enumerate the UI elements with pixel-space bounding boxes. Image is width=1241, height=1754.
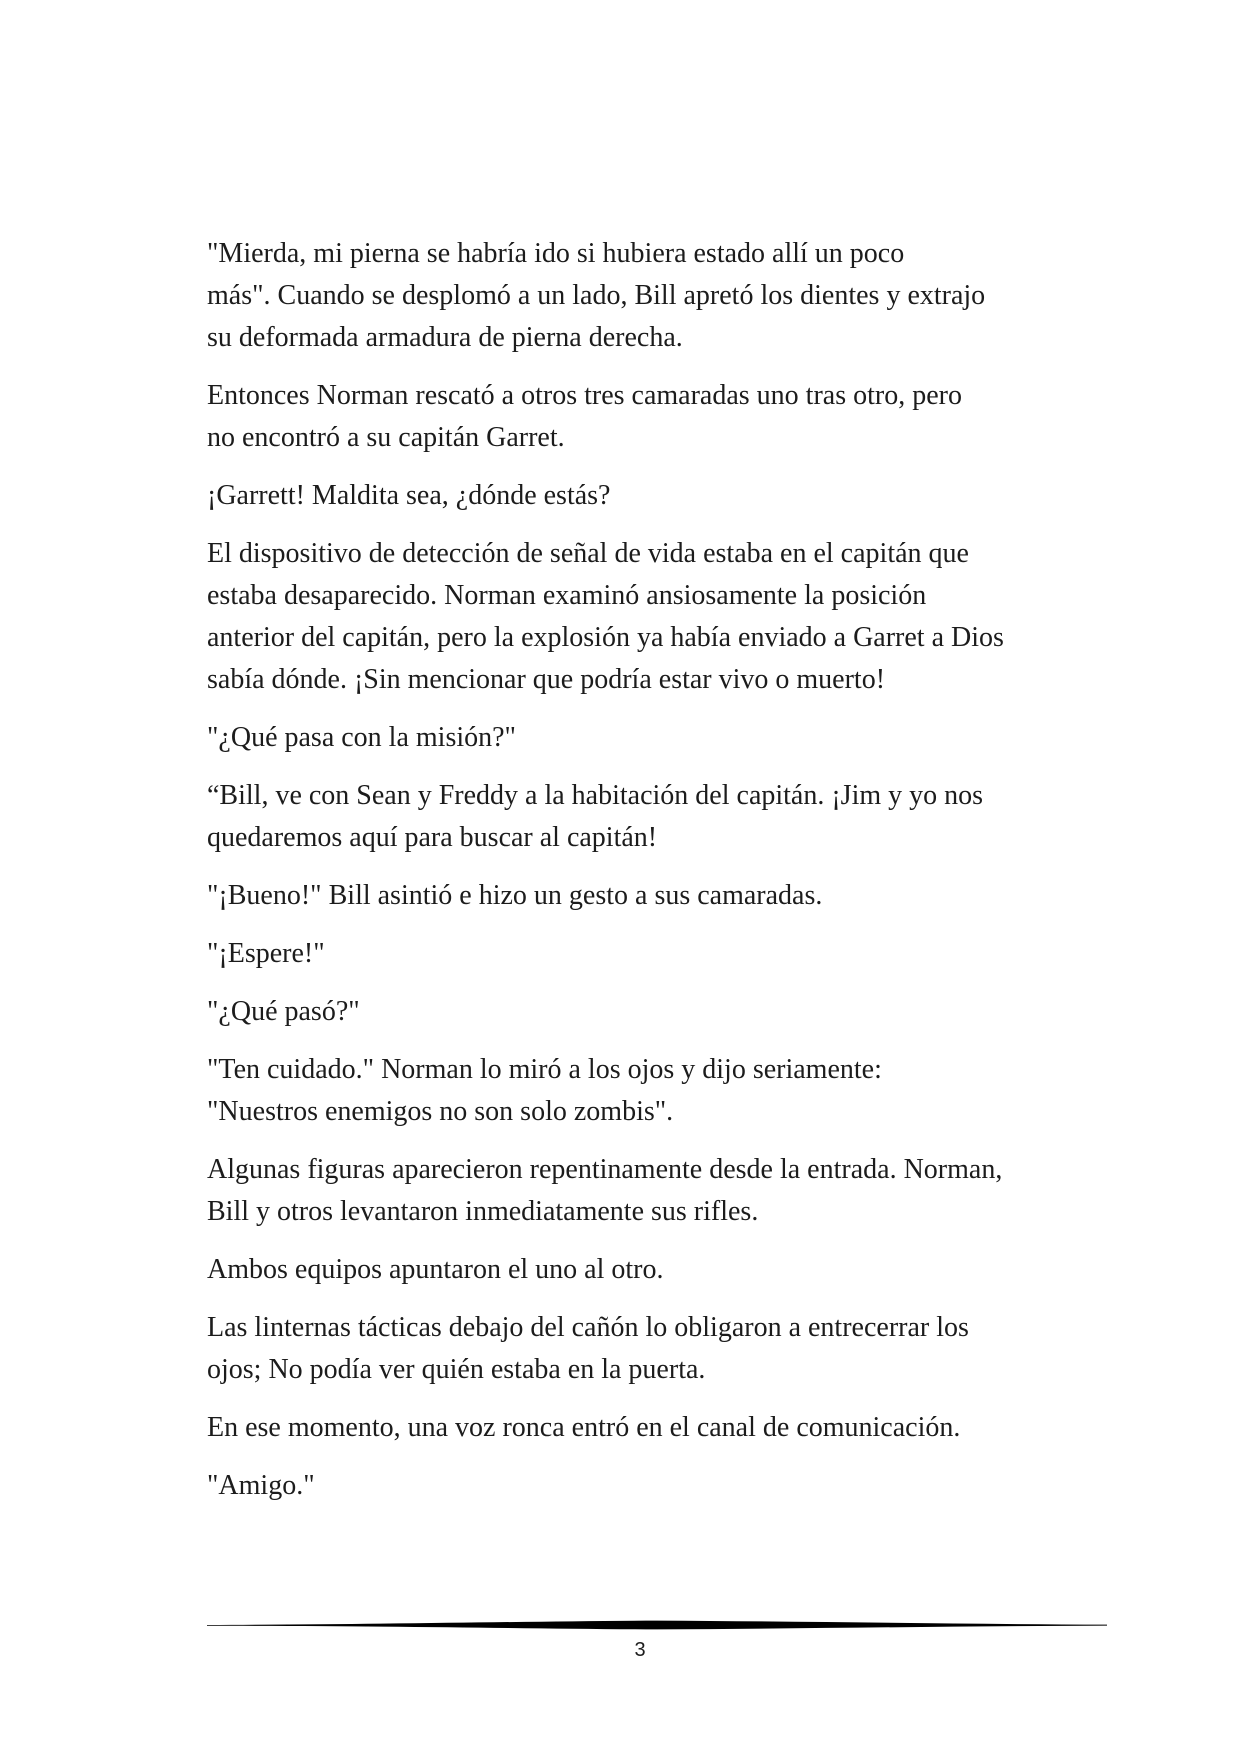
text-line: "¡Espere!" (207, 938, 325, 969)
text-line: El dispositivo de detección de señal de vida estaba en el capitán que (207, 538, 969, 569)
text-line: Algunas figuras aparecieron repentinamente desde la entrada. Norman, (207, 1154, 1003, 1185)
text-line: "¡Bueno!" Bill asintió e hizo un gesto a sus camaradas. (207, 880, 823, 911)
text-line: no encontró a su capitán Garret. (207, 422, 565, 453)
text-line: "Nuestros enemigos no son solo zombis". (207, 1096, 674, 1127)
paragraph-11 (207, 1149, 1087, 1233)
paragraph-1 (207, 233, 1087, 359)
text-line: ¡Garrett! Maldita sea, ¿dónde estás? (207, 480, 611, 511)
text-line: “Bill, ve con Sean y Freddy a la habitación del capitán. ¡Jim y yo nos (207, 780, 984, 811)
text-line: "Ten cuidado." Norman lo miró a los ojos y dijo seriamente: (207, 1054, 882, 1085)
footer-divider (207, 1619, 1107, 1631)
text-line: su deformada armadura de pierna derecha. (207, 322, 683, 353)
paragraph-12 (207, 1249, 1087, 1291)
footer-divider-swash (207, 1621, 1107, 1630)
page-number: 3 (634, 1639, 646, 1661)
text-line: "¿Qué pasa con la misión?" (207, 722, 516, 753)
text-line: En ese momento, una voz ronca entró en el canal de comunicación. (207, 1412, 961, 1443)
paragraph-8 (207, 933, 1087, 975)
text-line: "¿Qué pasó?" (207, 996, 360, 1027)
text-line: Entonces Norman rescató a otros tres camaradas uno tras otro, pero (207, 380, 962, 411)
paragraph-6 (207, 775, 1087, 859)
paragraph-2 (207, 375, 1087, 459)
paragraph-4 (207, 533, 1087, 701)
text-line: quedaremos aquí para buscar al capitán! (207, 822, 658, 853)
text-line: Bill y otros levantaron inmediatamente sus rifles. (207, 1196, 759, 1227)
text-line: "Mierda, mi pierna se habría ido si hubiera estado allí un poco (207, 238, 905, 269)
paragraph-9 (207, 991, 1087, 1033)
paragraph-3 (207, 475, 1087, 517)
paragraph-10 (207, 1049, 1087, 1133)
text-line: "Amigo." (207, 1470, 315, 1501)
body-text (207, 233, 1087, 1523)
text-line: Las linternas tácticas debajo del cañón lo obligaron a entrecerrar los (207, 1312, 969, 1343)
text-line: sabía dónde. ¡Sin mencionar que podría estar vivo o muerto! (207, 664, 886, 695)
paragraph-5 (207, 717, 1087, 759)
text-line: anterior del capitán, pero la explosión ya había enviado a Garret a Dios (207, 622, 1004, 653)
text-line: Ambos equipos apuntaron el uno al otro. (207, 1254, 664, 1285)
paragraph-15 (207, 1465, 1087, 1507)
text-line: más". Cuando se desplomó a un lado, Bill apretó los dientes y extrajo (207, 280, 986, 311)
text-line: estaba desaparecido. Norman examinó ansiosamente la posición (207, 580, 927, 611)
paragraph-13 (207, 1307, 1087, 1391)
paragraph-7 (207, 875, 1087, 917)
paragraph-14 (207, 1407, 1087, 1449)
text-line: ojos; No podía ver quién estaba en la puerta. (207, 1354, 706, 1385)
